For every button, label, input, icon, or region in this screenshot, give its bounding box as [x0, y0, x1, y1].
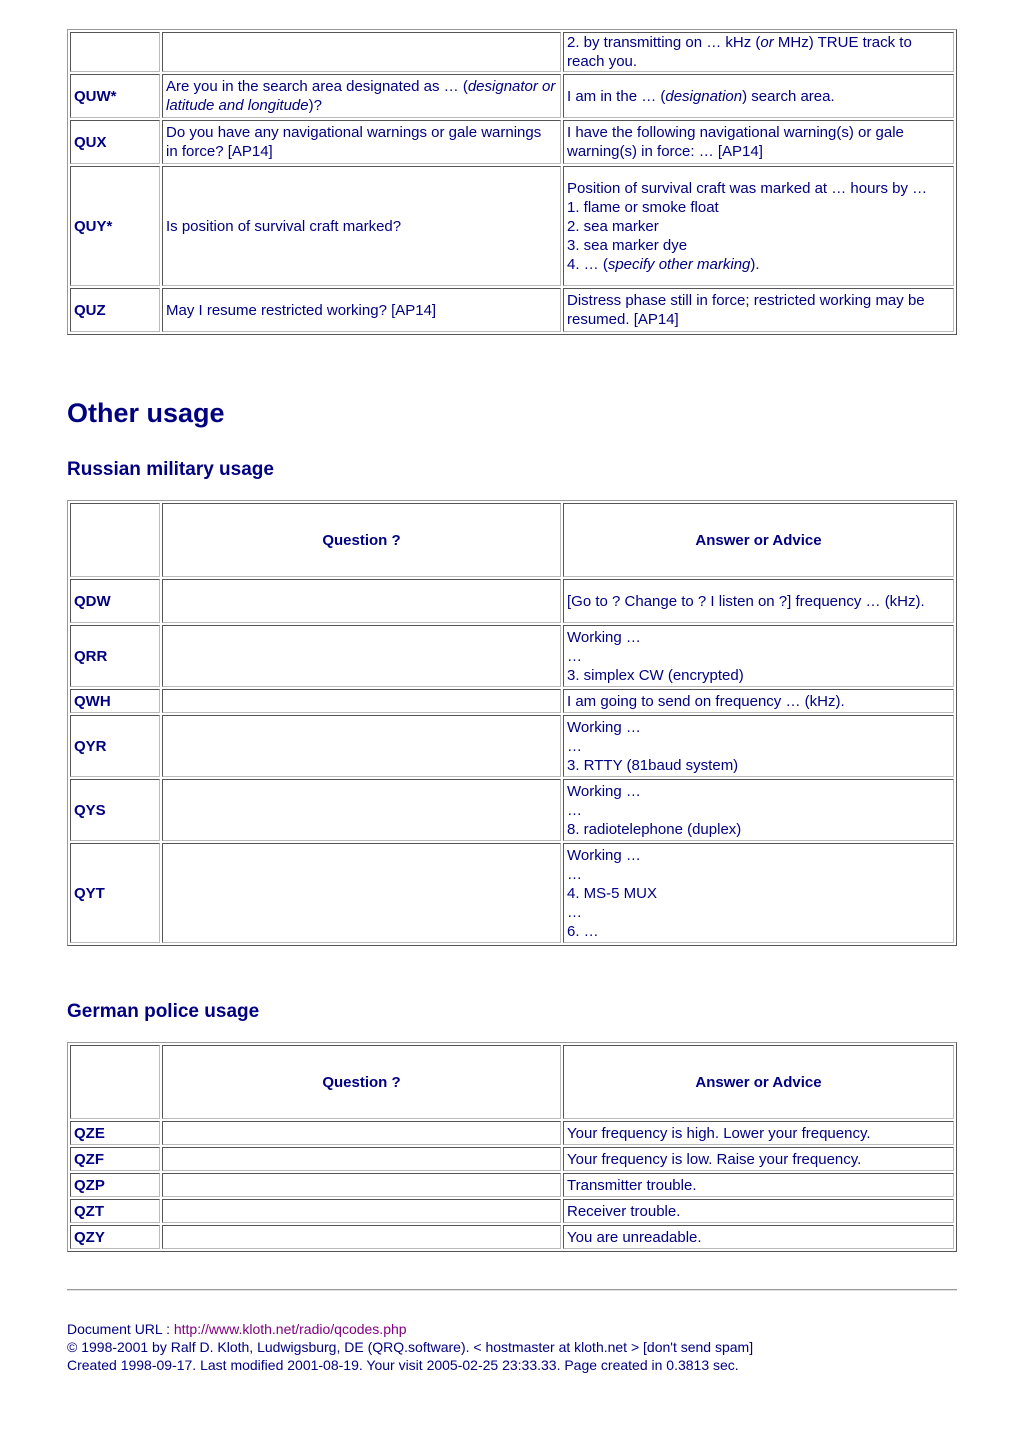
table-row [70, 1147, 954, 1171]
table-row [70, 1121, 954, 1145]
qcode-cell: QRR [70, 625, 160, 687]
qcode-cell [70, 32, 160, 72]
answer-cell [563, 625, 954, 687]
answer-line: 2. sea marker [567, 217, 659, 235]
answer-line: … [567, 801, 582, 819]
qcode-cell: QUZ [70, 288, 160, 332]
question-cell [162, 843, 561, 943]
answer-line: … [567, 647, 582, 665]
answer-line: [Go to ? Change to ? I listen on ?] frequency … (kHz). [567, 592, 925, 610]
question-cell [162, 689, 561, 713]
answer-line: Distress phase still in force; restricted working may be resumed. [AP14] [567, 292, 925, 328]
table-row [70, 288, 954, 332]
question-cell [162, 1147, 561, 1171]
german-qcode-table [67, 1042, 957, 1252]
answer-line: 6. … [567, 922, 599, 940]
answer-line: Position of survival craft was marked at … hours by … [567, 179, 928, 197]
header-answer: Answer or Advice [563, 1045, 954, 1119]
answer-cell [563, 843, 954, 943]
qcode-cell: QDW [70, 579, 160, 623]
answer-line: Working … [567, 718, 641, 736]
header-question: Question ? [162, 1045, 561, 1119]
header-code-cell [70, 503, 160, 577]
question-cell [162, 1225, 561, 1249]
table-row [70, 843, 954, 943]
russian-qcode-table [67, 500, 957, 946]
answer-line: Your frequency is low. Raise your frequency. [567, 1150, 862, 1168]
answer-line: 3. sea marker dye [567, 236, 688, 254]
table-row [70, 1173, 954, 1197]
question-cell [162, 715, 561, 777]
question-cell [162, 579, 561, 623]
header-code-cell [70, 1045, 160, 1119]
answer-cell [563, 1147, 954, 1171]
question-cell: May I resume restricted working? [AP14] [162, 288, 561, 332]
answer-line: … [567, 865, 582, 883]
header-question: Question ? [162, 503, 561, 577]
answer-cell [563, 689, 954, 713]
question-cell [162, 1199, 561, 1223]
footer-url-label: Document URL : [67, 1321, 174, 1337]
russian-heading: Russian military usage [67, 459, 274, 480]
qcode-cell: QZF [70, 1147, 160, 1171]
answer-line: I am in the … (designation) search area. [567, 87, 835, 105]
answer-cell [563, 1199, 954, 1223]
answer-line: I am going to send on frequency … (kHz). [567, 692, 845, 710]
answer-cell [563, 779, 954, 841]
answer-line: You are unreadable. [567, 1228, 702, 1246]
answer-line: Receiver trouble. [567, 1202, 681, 1220]
table-row [70, 715, 954, 777]
answer-line: Working … [567, 782, 641, 800]
answer-line: 8. radiotelephone (duplex) [567, 820, 742, 838]
question-cell [162, 1121, 561, 1145]
footer-url-line [67, 1320, 753, 1338]
answer-line: … [567, 903, 582, 921]
table-row [70, 625, 954, 687]
question-cell: Are you in the search area designated as … (designator or latitude and longitude)? [162, 74, 561, 118]
document-url-link[interactable]: http://www.kloth.net/radio/qcodes.php [173, 1321, 407, 1337]
table-row [70, 1199, 954, 1223]
answer-line: Your frequency is high. Lower your frequency. [567, 1124, 871, 1142]
answer-cell [563, 166, 954, 286]
answer-cell [563, 1225, 954, 1249]
table-header-row [70, 1045, 954, 1119]
answer-line: 2. by transmitting on … kHz (or MHz) TRUE track to reach you. [567, 34, 912, 70]
qcode-cell: QYR [70, 715, 160, 777]
answer-line: Working … [567, 628, 641, 646]
question-cell [162, 1173, 561, 1197]
footer-created: Created 1998-09-17. Last modified 2001-08-19. Your visit 2005-02-25 23:33.33. Page created in 0.3813 sec. [67, 1357, 739, 1373]
answer-line: 3. simplex CW (encrypted) [567, 666, 744, 684]
answer-line: … [567, 737, 582, 755]
answer-cell [563, 288, 954, 332]
horizontal-rule [67, 1289, 957, 1291]
table-row [70, 779, 954, 841]
answer-cell [563, 1121, 954, 1145]
table-row [70, 32, 954, 72]
question-cell [162, 779, 561, 841]
answer-cell [563, 74, 954, 118]
question-cell: Is position of survival craft marked? [162, 166, 561, 286]
answer-line: 4. MS-5 MUX [567, 884, 658, 902]
answer-cell [563, 1173, 954, 1197]
section-title: Other usage [67, 398, 225, 428]
table-row [70, 166, 954, 286]
answer-cell [563, 120, 954, 164]
german-heading: German police usage [67, 1001, 260, 1022]
qcode-cell: QWH [70, 689, 160, 713]
qcode-cell: QZE [70, 1121, 160, 1145]
answer-cell [563, 32, 954, 72]
qcode-cell: QUW* [70, 74, 160, 118]
table-row [70, 689, 954, 713]
qcode-cell: QYS [70, 779, 160, 841]
table-row [70, 74, 954, 118]
answer-cell [563, 579, 954, 623]
qcode-cell: QYT [70, 843, 160, 943]
question-cell: Do you have any navigational warnings or gale warnings in force? [AP14] [162, 120, 561, 164]
qcode-cell: QZY [70, 1225, 160, 1249]
table-row [70, 579, 954, 623]
table-row [70, 120, 954, 164]
qcode-cell: QZT [70, 1199, 160, 1223]
qcode-cell: QUX [70, 120, 160, 164]
answer-line: I have the following navigational warning(s) or gale warning(s) in force: … [AP14] [567, 124, 904, 160]
footer-copyright: © 1998-2001 by Ralf D. Kloth, Ludwigsburg, DE (QRQ.software). < hostmaster at kloth.net > [don't send spam] [67, 1339, 754, 1355]
qcode-cell: QZP [70, 1173, 160, 1197]
table-row [70, 1225, 954, 1249]
qcode-cell: QUY* [70, 166, 160, 286]
top-qcode-table [67, 29, 957, 335]
page-footer [67, 1320, 753, 1374]
answer-line: 1. flame or smoke float [567, 198, 719, 216]
answer-line: Transmitter trouble. [567, 1176, 697, 1194]
header-answer: Answer or Advice [563, 503, 954, 577]
answer-cell [563, 715, 954, 777]
question-cell [162, 32, 561, 72]
answer-line: 4. … (specify other marking). [567, 255, 760, 273]
table-header-row [70, 503, 954, 577]
question-cell [162, 625, 561, 687]
answer-line: Working … [567, 846, 641, 864]
answer-line: 3. RTTY (81baud system) [567, 756, 739, 774]
